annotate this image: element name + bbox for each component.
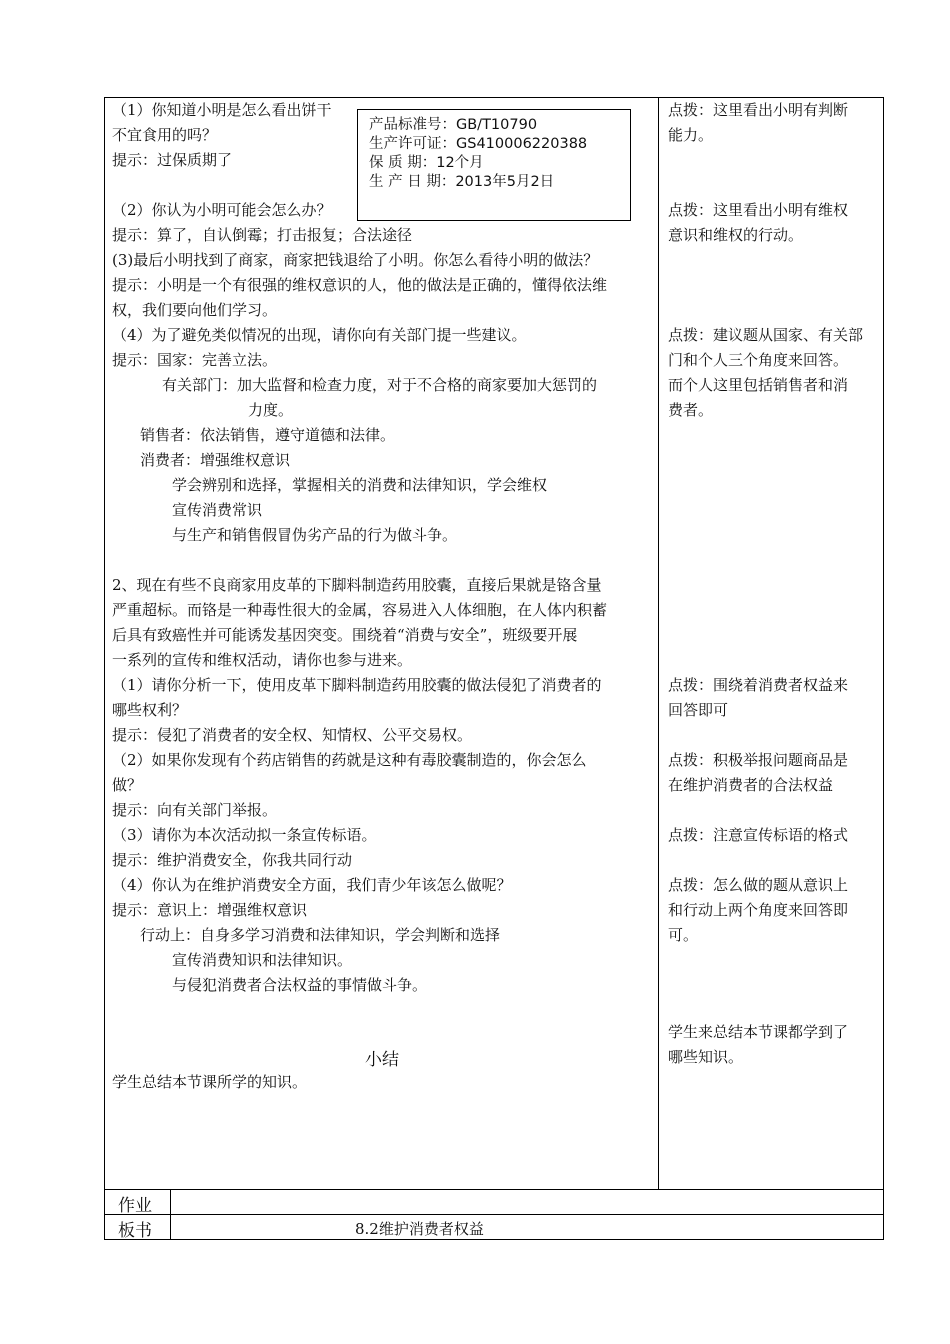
note-4: 点拨：围绕着消费者权益来 — [668, 676, 849, 694]
note-3: 点拨：建议题从国家、有关部 — [668, 326, 864, 344]
footer-column-divider — [170, 1189, 171, 1240]
hint-4-departments: 有关部门：加大监督和检查力度，对于不合格的商家要加大惩罚的 — [162, 376, 598, 394]
note-2: 点拨：这里看出小明有维权 — [668, 201, 849, 219]
homework-label: 作业 — [118, 1196, 152, 1216]
note-7-cont: 和行动上两个角度来回答即 — [668, 901, 849, 919]
note-8-cont: 哪些知识。 — [668, 1048, 744, 1066]
note-8: 学生来总结本节课都学到了 — [668, 1023, 849, 1041]
case-2-paragraph-2: 严重超标。而铬是一种毒性很大的金属，容易进入人体细胞，在人体内积蓄 — [112, 601, 608, 619]
hint-1: 提示：过保质期了 — [112, 151, 233, 169]
board-label: 板书 — [118, 1221, 152, 1241]
hint-3: 提示：小明是一个有很强的维权意识的人，他的做法是正确的，懂得依法维 — [112, 276, 608, 294]
note-3-cont-3: 费者。 — [668, 401, 714, 419]
hint-4-departments-cont: 力度。 — [248, 401, 294, 419]
row-divider-homework — [104, 1189, 884, 1190]
case-2-question-1: （1）请你分析一下，使用皮革下脚料制造药用胶囊的做法侵犯了消费者的 — [112, 676, 602, 694]
case-2-question-1-cont: 哪些权利？ — [112, 701, 188, 719]
case-2-hint-3: 提示：维护消费安全，你我共同行动 — [112, 851, 353, 869]
case-2-hint-4-action-c: 与侵犯消费者合法权益的事情做斗争。 — [172, 976, 428, 994]
question-3: (3)最后小明找到了商家，商家把钱退给了小明。你怎么看待小明的做法？ — [112, 251, 599, 269]
summary-text: 学生总结本节课所学的知识。 — [112, 1073, 308, 1091]
case-2-paragraph: 2、现在有些不良商家用皮革的下脚料制造药用胶囊，直接后果就是铬含量 — [112, 576, 602, 594]
case-2-question-2: （2）如果你发现有个药店销售的药就是这种有毒胶囊制造的，你会怎么 — [112, 751, 587, 769]
note-7-cont-2: 可。 — [668, 926, 699, 944]
note-5: 点拨：积极举报问题商品是 — [668, 751, 849, 769]
hint-4: 提示：国家：完善立法。 — [112, 351, 278, 369]
production-date: 生 产 日 期：2013年5月2日 — [369, 174, 555, 190]
hint-3-cont: 权，我们要向他们学习。 — [112, 301, 278, 319]
board-value: 8.2维护消费者权益 — [355, 1220, 484, 1238]
hint-4-consumers-a: 学会辨别和选择，掌握相关的消费和法律知识，学会维权 — [172, 476, 548, 494]
summary-heading: 小结 — [365, 1050, 399, 1070]
hint-4-consumers: 消费者：增强维权意识 — [140, 451, 291, 469]
note-7: 点拨：怎么做的题从意识上 — [668, 876, 849, 894]
product-standard-number: 产品标准号：GB/T10790 — [369, 117, 538, 133]
note-1-cont: 能力。 — [668, 126, 714, 144]
row-divider-board — [104, 1214, 884, 1215]
case-2-question-2-cont: 做？ — [112, 776, 143, 794]
shelf-life: 保 质 期：12个月 — [369, 155, 484, 171]
hint-4-consumers-b: 宣传消费常识 — [172, 501, 263, 519]
hint-4-sellers: 销售者：依法销售，遵守道德和法律。 — [140, 426, 396, 444]
case-2-hint-4: 提示：意识上：增强维权意识 — [112, 901, 308, 919]
case-2-hint-2: 提示：向有关部门举报。 — [112, 801, 278, 819]
case-2-question-4: （4）你认为在维护消费安全方面，我们青少年该怎么做呢？ — [112, 876, 512, 894]
question-2: （2）你认为小明可能会怎么办？ — [112, 201, 332, 219]
case-2-paragraph-4: 一系列的宣传和维权活动，请你也参与进来。 — [112, 651, 413, 669]
note-2-cont: 意识和维权的行动。 — [668, 226, 804, 244]
case-2-question-3: （3）请你为本次活动拟一条宣传标语。 — [112, 826, 377, 844]
note-1: 点拨：这里看出小明有判断 — [668, 101, 849, 119]
question-1-cont: 不宜食用的吗？ — [112, 126, 218, 144]
question-1: （1）你知道小明是怎么看出饼干 — [112, 101, 332, 119]
case-2-hint-4-action: 行动上：自身多学习消费和法律知识，学会判断和选择 — [140, 926, 501, 944]
note-4-cont: 回答即可 — [668, 701, 729, 719]
question-4: （4）为了避免类似情况的出现，请你向有关部门提一些建议。 — [112, 326, 527, 344]
hint-2: 提示：算了，自认倒霉；打击报复；合法途径 — [112, 226, 413, 244]
note-3-cont: 门和个人三个角度来回答。 — [668, 351, 849, 369]
production-license: 生产许可证：GS410006220388 — [369, 136, 588, 152]
note-6: 点拨：注意宣传标语的格式 — [668, 826, 849, 844]
case-2-paragraph-3: 后具有致癌性并可能诱发基因突变。围绕着“消费与安全”，班级要开展 — [112, 626, 578, 644]
hint-4-consumers-c: 与生产和销售假冒伪劣产品的行为做斗争。 — [172, 526, 458, 544]
note-5-cont: 在维护消费者的合法权益 — [668, 776, 834, 794]
case-2-hint-4-action-b: 宣传消费知识和法律知识。 — [172, 951, 353, 969]
note-3-cont-2: 而个人这里包括销售者和消 — [668, 376, 849, 394]
case-2-hint-1: 提示：侵犯了消费者的安全权、知情权、公平交易权。 — [112, 726, 473, 744]
column-divider — [658, 97, 659, 1189]
